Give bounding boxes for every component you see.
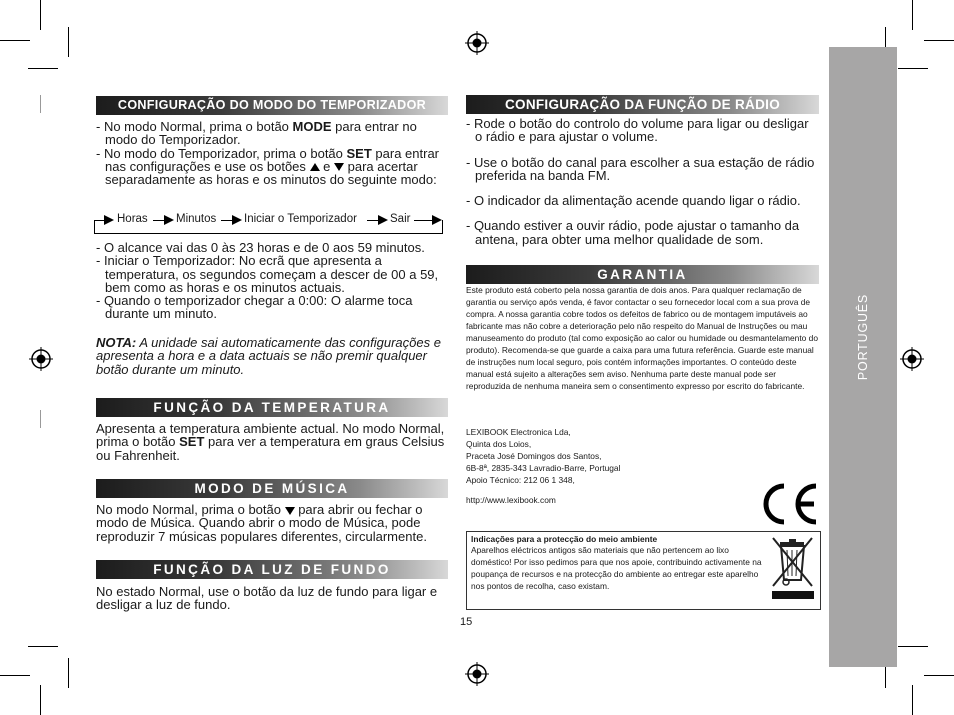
crop-mark	[898, 68, 928, 69]
down-arrow-icon	[334, 163, 344, 171]
crop-mark	[924, 675, 954, 676]
timer-bullet-4: - Iniciar o Temporizador: No ecrã que apresenta a temperatura, os segundos começam a descer de 00 a 59, bem como as horas e os minutos actuais.	[96, 253, 439, 295]
crop-mark	[0, 40, 30, 41]
sidebar-language-label: PORTUGUÊS	[856, 293, 870, 381]
temperature-heading: FUNÇÃO DA TEMPERATURA	[96, 398, 448, 417]
note-label: NOTA:	[96, 335, 137, 350]
up-arrow-icon	[310, 163, 320, 171]
crop-mark	[28, 68, 58, 69]
environment-title: Indicações para a protecção do meio ambiente	[471, 534, 658, 544]
flow-step-hours: Horas	[117, 213, 148, 225]
timer-bullet-5: - Quando o temporizador chegar a 0:00: O alarme toca durante um minuto.	[96, 293, 413, 322]
flow-return-line	[94, 233, 443, 234]
flow-arrow-icon	[104, 215, 114, 225]
flow-arrow-icon	[232, 215, 242, 225]
timer-bullet-3: - O alcance vai das 0 às 23 horas e de 0 aos 59 minutos.	[96, 240, 425, 255]
warranty-heading: GARANTIA	[466, 265, 819, 284]
crop-mark	[912, 685, 913, 715]
crop-mark	[40, 0, 41, 30]
crop-mark	[68, 27, 69, 57]
radio-bullet-2: - Use o botão do canal para escolher a sua estação de rádio preferida na banda FM.	[466, 154, 815, 183]
crop-mark	[898, 646, 928, 647]
environment-notice-box	[466, 531, 821, 610]
crop-mark	[0, 675, 30, 676]
music-heading: MODO DE MÚSICA	[96, 479, 448, 498]
timer-note: NOTA: A unidade sai automaticamente das configurações e apresenta a hora e a data actuais se não premir qualquer botão durante um minuto.	[96, 335, 441, 377]
crop-mark	[28, 646, 58, 647]
flow-step-minutes: Minutos	[176, 213, 217, 225]
crop-mark	[40, 95, 41, 113]
radio-bullet-3: - O indicador da alimentação acende quando ligar o rádio.	[466, 193, 801, 209]
flow-arrow-icon	[164, 215, 174, 225]
timer-heading: CONFIGURAÇÃO DO MODO DO TEMPORIZADOR	[96, 96, 448, 115]
crossed-out-bin-icon	[770, 534, 816, 604]
timer-bullet-2: - No modo do Temporizador, prima o botão SET para entrar nas configurações e use os botões e para acertar separadamente as horas e os minutos do seguinte modo:	[96, 145, 440, 188]
backlight-heading: FUNÇÃO DA LUZ DE FUNDO	[96, 560, 448, 579]
warranty-text: Este produto está coberto pela nossa garantia de dois anos. Para qualquer reclamação de garantia ou serviço após venda, é favor contactar o seu fornecedor local com a sua prova de compra. A nossa garantia cobre todos os defeitos de fabrico ou de montagem imputáveis ao fabricante mas não cobre a deterioração pelo não respeito do Manual de Instruções ou mau manuseamento do produto (tal como exposição ao calor ou humidade ou desmantelamento do produto). Recomenda-se que guarde a caixa para uma futura referência. Guarde este manual de instruções num local seguro, pois contém informações importantes. O conteúdo deste manual está sujeito a alterações sem aviso. Nenhuma parte deste manual pode ser reproduzida de nenhuma maneira sem o consentimento expresso por escrito do fabricante.	[466, 285, 818, 391]
timer-instructions	[96, 120, 446, 186]
language-sidebar	[829, 47, 897, 667]
page-number: 15	[460, 616, 473, 628]
flow-return-line	[442, 220, 443, 233]
environment-text: Aparelhos eléctricos antigos são materiais que não pertencem ao lixo doméstico! Por isso pedimos para que nos apoie, contribuindo activamente na poupança de recursos e na protecção do ambiente ao entregar este aparelho nos pontos de recolha, caso existam.	[471, 545, 762, 591]
music-text: No modo Normal, prima o botão para abrir ou fechar o modo de Música. Quando abrir o modo de Música, pode reproduzir 7 músicas populares diferentes, circularmente.	[96, 502, 427, 544]
crop-mark	[40, 685, 41, 715]
flow-arrow-icon	[432, 215, 442, 225]
timer-bullet-1: - No modo Normal, prima o botão MODE para entrar no modo do Temporizador.	[96, 119, 417, 148]
website-link[interactable]: http://www.lexibook.com	[466, 495, 556, 505]
flow-return-line	[94, 220, 95, 233]
crop-mark	[40, 410, 41, 428]
flow-step-exit: Sair	[390, 213, 411, 225]
timer-details	[96, 241, 446, 321]
radio-heading: CONFIGURAÇÃO DA FUNÇÃO DE RÁDIO	[466, 95, 819, 114]
manufacturer-address: LEXIBOOK Electronica Lda, Quinta dos Loios, Praceta José Domingos dos Santos, 6B-8ª, 2835-343 Lavradio-Barre, Portugal Apoio Técnico: 212 06 1 348,	[466, 427, 621, 485]
crop-mark	[924, 40, 954, 41]
registration-mark-icon	[29, 347, 53, 371]
radio-instructions	[466, 117, 818, 246]
radio-bullet-1: - Rode o botão do controlo do volume para ligar ou desligar o rádio e para ajustar o volume.	[466, 116, 809, 145]
registration-mark-icon	[900, 347, 924, 371]
flow-arrow-icon	[378, 215, 388, 225]
down-arrow-icon	[285, 507, 295, 515]
registration-mark-icon	[465, 662, 489, 686]
flow-step-start-timer: Iniciar o Temporizador	[244, 213, 357, 225]
ce-mark-icon	[758, 480, 820, 528]
temperature-text: Apresenta a temperatura ambiente actual. No modo Normal, prima o botão SET para ver a temperatura em graus Celsius ou Fahrenheit.	[96, 421, 445, 463]
registration-mark-icon	[465, 31, 489, 55]
crop-mark	[912, 0, 913, 30]
crop-mark	[68, 658, 69, 688]
radio-bullet-4: - Quando estiver a ouvir rádio, pode ajustar o tamanho da antena, para obter uma melhor qualidade de som.	[466, 218, 800, 247]
backlight-text: No estado Normal, use o botão da luz de fundo para ligar e desligar a luz de fundo.	[96, 584, 438, 613]
timer-flow-diagram	[94, 213, 446, 234]
